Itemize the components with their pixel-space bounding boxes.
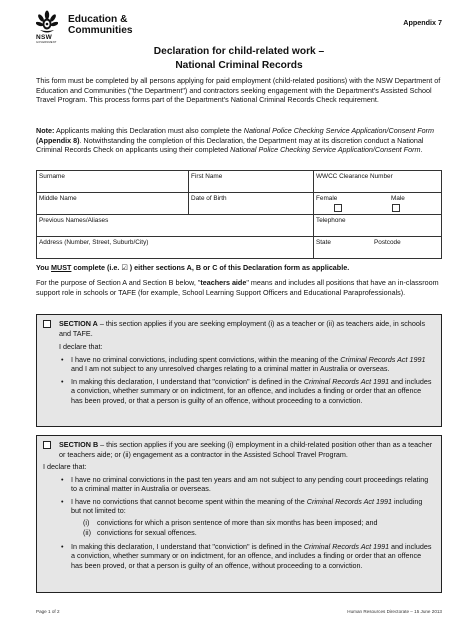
list-item [61, 377, 433, 406]
male-checkbox[interactable] [392, 204, 400, 212]
bullet-icon: • [61, 354, 64, 364]
telephone-field[interactable] [314, 215, 442, 237]
bullet-text [71, 355, 433, 374]
title-line2: National Criminal Records [175, 59, 303, 71]
dob-label: Date of Birth [191, 195, 227, 202]
bullet-b3-post: and includes a conviction, whether summary or on indictment, for an offence, and includes a finding or order that an offence has been proved, or that a person is guilty of an offence, without proceeding to a conviction. [71, 541, 432, 570]
bullet-a2-pre: In making this declaration, I understand that "conviction" is defined in the [71, 376, 304, 386]
bullet-icon: • [61, 376, 64, 386]
section-a [36, 314, 442, 427]
note-paragraph [36, 126, 442, 155]
bullet-b3-act: Criminal Records Act 1991 [303, 541, 390, 551]
list-item [61, 475, 433, 494]
purpose-text2: " means and includes all positions that have an in-classroom support role in schools or TAFE (for example, School Learning Support Officers and Educational Paraprofessionals). [36, 278, 439, 297]
postcode-label: Postcode [374, 239, 401, 246]
male-label: Male [391, 195, 405, 202]
footer-directorate: Human Resources Directorate – 15 June 2013 [347, 609, 442, 614]
must-pre: You [36, 263, 52, 272]
section-a-bullets [61, 355, 433, 406]
intro-paragraph: This form must be completed by all persons applying for paid employment (child-related positions) with the NSW Department of Education and Communities ("the Department") and contractors seeking engagement with the Department's Assisted School Travel Program. This process forms part of the Department's National Criminal Records Check requirement. [36, 76, 441, 104]
bullet-a2-act: Criminal Records Act 1991 [303, 376, 390, 386]
section-b-checkbox[interactable] [43, 441, 51, 449]
surname-field[interactable] [37, 171, 189, 193]
page-title [36, 45, 442, 73]
previous-names-field[interactable] [37, 215, 314, 237]
note-text1: Applicants making this Declaration must also complete the [54, 126, 244, 135]
definition-paragraph [36, 278, 442, 297]
address-field[interactable] [37, 237, 314, 259]
bullet-b2-pre: I have no convictions that cannot become spent within the meaning of the [71, 496, 307, 506]
sub-item [83, 518, 433, 528]
document-header [36, 10, 442, 46]
bullet-a2-post: and includes a conviction, whether summary or on indictment, for an offence, and includes a finding or order that an offence has been proved, or that a person is guilty of an offence, without proceeding to a conviction. [71, 376, 432, 405]
address-label: Address (Number, Street, Suburb/City) [39, 239, 149, 246]
state-label: State [316, 239, 331, 246]
section-a-description: – this section applies if you are seeking employment (i) as a teacher or (ii) as teachers aide, in schools and TAFE. [59, 319, 426, 338]
section-b-declare: I declare that: [43, 462, 87, 471]
section-b-heading-text [59, 440, 433, 459]
applicant-details-table [36, 170, 442, 259]
previous-names-label: Previous Names/Aliases [39, 217, 109, 224]
note-form-name-2: National Police Checking Service Application/Consent Form [230, 145, 421, 154]
section-b-heading [43, 440, 433, 459]
department-name-line1: Education & [68, 14, 128, 25]
bullet-icon: • [61, 474, 64, 484]
appendix-label: Appendix 7 [403, 18, 442, 27]
government-label: GOVERNMENT [36, 41, 57, 44]
must-post: complete (i.e. ☑ ) either sections A, B or C of this Declaration form as applicable. [71, 263, 350, 272]
waratah-icon [36, 10, 58, 34]
list-item [61, 355, 433, 374]
sub-item-i-text: convictions for which a prison sentence of more than six months has been imposed; and [97, 517, 378, 527]
middle-name-field[interactable] [37, 193, 189, 215]
completion-instruction [36, 263, 442, 273]
nsw-label: NSW [36, 34, 53, 41]
section-a-heading-text [59, 319, 433, 338]
note-label: Note: [36, 126, 55, 135]
section-b [36, 435, 442, 593]
section-a-heading [43, 319, 433, 338]
section-b-description: – this section applies if you are seeking (i) employment in a child-related position other than as a teacher or teachers aide; or (ii) engagement as a contractor in the Assisted School Travel Program. [59, 440, 433, 459]
list-item [61, 542, 433, 571]
wwcc-label: WWCC Clearance Number [316, 173, 393, 180]
middle-name-label: Middle Name [39, 195, 77, 202]
sub-item [83, 528, 433, 538]
list-item [61, 497, 433, 539]
sub-item-ii-text: convictions for sexual offences. [97, 528, 197, 537]
bullet-icon: • [61, 496, 64, 506]
purpose-text1: For the purpose of Section A and Section B below, " [36, 278, 201, 287]
gender-field [314, 193, 442, 215]
teachers-aide-term: teachers aide [200, 278, 247, 287]
first-name-label: First Name [191, 173, 223, 180]
dob-field[interactable] [189, 193, 314, 215]
bullet-a1-act: Criminal Records Act 1991 [340, 354, 426, 364]
bullet-text [71, 542, 433, 571]
note-text2: . Notwithstanding the completion of this Declaration, the Department may at its discretion conduct a National Criminal Records Check on applicants using their completed [36, 135, 424, 154]
bullet-text [71, 497, 433, 539]
surname-label: Surname [39, 173, 65, 180]
note-appendix-ref: (Appendix 8) [36, 135, 80, 145]
bullet-b2-act: Criminal Records Act 1991 [306, 496, 392, 506]
female-label: Female [316, 195, 338, 202]
bullet-b3-pre: In making this declaration, I understand that "conviction" is defined in the [71, 541, 304, 551]
bullet-icon: • [61, 541, 64, 551]
bullet-text [71, 377, 433, 406]
section-b-label: SECTION B [59, 440, 99, 449]
section-a-label: SECTION A [59, 319, 98, 328]
title-line1: Declaration for child-related work – [153, 46, 325, 57]
sub-list [83, 518, 433, 538]
sub-item-i-number: (i) [83, 517, 90, 527]
page-footer [36, 609, 442, 615]
state-postcode-field[interactable] [314, 237, 442, 259]
nsw-logo [36, 10, 133, 46]
department-name-line2: Communities [68, 25, 133, 37]
note-form-name: National Police Checking Service Application/Consent Form [243, 126, 435, 135]
section-a-checkbox[interactable] [43, 320, 51, 328]
section-a-declare: I declare that: [59, 342, 103, 351]
sub-item-ii-number: (ii) [83, 528, 91, 537]
page-number: Page 1 of 2 [36, 609, 60, 614]
bullet-b2-post: including but not limited to: [71, 496, 423, 515]
first-name-field[interactable] [189, 171, 314, 193]
telephone-label: Telephone [316, 217, 346, 224]
bullet-b1-text: I have no criminal convictions in the past ten years and am not subject to any pending court proceedings relating to a criminal matter in Australia or overseas. [71, 474, 429, 493]
department-name [68, 14, 133, 36]
bullet-a1-post: and I am not subject to any unresolved charges relating to a criminal matter in Australia or overseas. [71, 364, 390, 373]
female-checkbox[interactable] [334, 204, 342, 212]
section-b-bullets [61, 475, 433, 571]
must-word: MUST [51, 263, 72, 272]
bullet-a1-pre: I have no criminal convictions, including spent convictions, within the meaning of the [71, 354, 341, 364]
wwcc-field[interactable] [314, 171, 442, 193]
note-end: . [420, 145, 423, 154]
